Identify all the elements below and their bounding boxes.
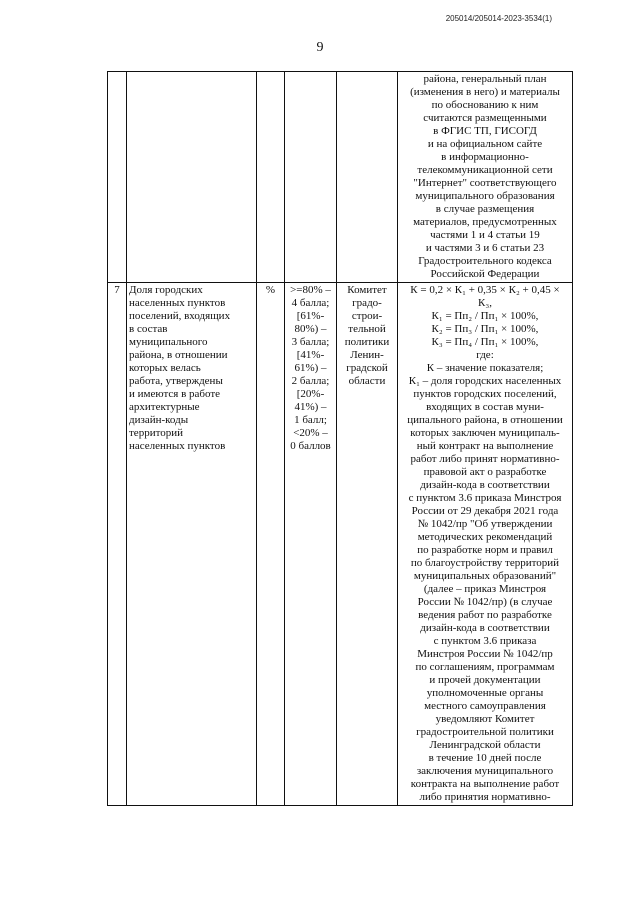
document-id: 205014/205014-2023-3534(1): [445, 14, 552, 23]
cell-method: [398, 72, 573, 283]
scoring-scale: >=80% – 4 балла; [61%- 80%) – 3 балла; [41%- 61%) – 2 балла; [20%- 41%) – 1 балл; <20% – 0 баллов: [290, 284, 331, 452]
method-text-continuation: района, генеральный план (изменения в него) и материалы по обоснованию к ним считаются размещенными в ФГИС ТП, ГИСОГД и на официальном сайте в информационно- телекоммуникационной сети "Интернет" соответствующего муниципального образования в случае размещения материалов, предусмотренных частями 1 и 4 статьи 19 и частями 3 и 6 статьи 23 Градостроительного кодекса Российской Федерации: [410, 73, 560, 280]
table-row-continuation: [108, 72, 573, 283]
cell-responsible: [337, 283, 398, 806]
responsible-body: Комитет градо- строи- тельной политики Ленин- градской области: [344, 284, 390, 387]
cell-scale: [285, 283, 337, 806]
row-number: 7: [114, 284, 120, 296]
unit-label: %: [265, 284, 276, 296]
cell-unit: [257, 72, 285, 283]
cell-indicator: [127, 72, 257, 283]
calculation-method: К = 0,2 × К₁ + 0,35 × К₂ + 0,45 × К₃, К₁ = Пп₂ / Пп₁ × 100%, К₂ = Пп₃ / Пп₁ × 100%, К₃ = Пп₄ / Пп₁ × 100%, где: К – значение показателя; К₁ – доля городских населенных пунктов городских поселений, входящих в состав муни- ципального района, в отношении которых заключен муниципаль- ный контракт на выполнение работ либо принят нормативно- правовой акт о разработке дизайн-кода в соответствии с пунктом 3.6 приказа Минстроя России от 29 декабря 2021 года № 1042/пр "Об утверждении методических рекомендаций по разработке норм и правил по благоустройству территорий муниципальных образований" (далее – приказ Минстроя России № 1042/пр) (в случае ведения работ по разработке дизайн-кода в соответствии с пунктом 3.6 приказа Минстроя России № 1042/пр по соглашениям, программам и прочей документации уполномоченные органы местного самоуправления уведомляют Комитет градостроительной политики Ленинградской области в течение 10 дней после заключения муниципального контракта на выполнение работ либо принятия нормативно-: [407, 284, 563, 803]
cell-scale: [285, 72, 337, 283]
cell-responsible: [337, 72, 398, 283]
cell-indicator: [127, 283, 257, 806]
table-row-7: [108, 283, 573, 806]
cell-num: [108, 72, 127, 283]
cell-method: [398, 283, 573, 806]
indicator-name: Доля городских населенных пунктов поселений, входящих в состав муниципального района, в отношении которых велась работа, утверждены и имеются в работе архитектурные дизайн-коды территорий населенных пунктов: [129, 284, 231, 452]
cell-num: [108, 283, 127, 806]
cell-unit: [257, 283, 285, 806]
indicators-table: [107, 71, 573, 806]
page-number: 9: [316, 40, 324, 55]
